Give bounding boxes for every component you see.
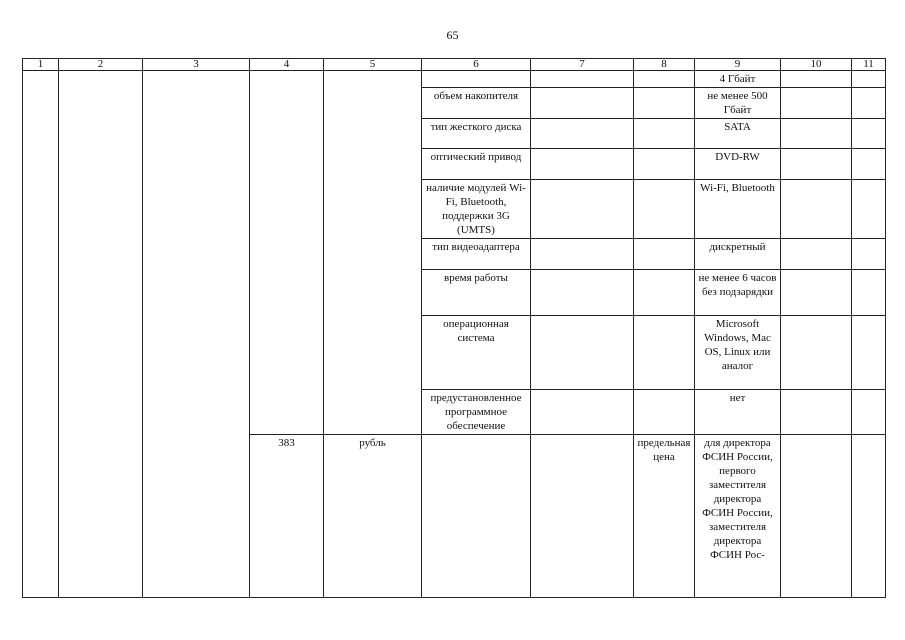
spec-table: [22, 58, 886, 598]
col-num-11: 11: [852, 59, 886, 71]
col-num-10: 10: [781, 59, 852, 71]
value-cell: не менее 500 Гбайт: [695, 88, 781, 119]
col-num-6: 6: [422, 59, 531, 71]
param-cell: предустановленное программное обеспечение: [422, 390, 531, 435]
param-cell: тип видеоадаптера: [422, 239, 531, 270]
col-num-8: 8: [634, 59, 695, 71]
table-row: [23, 71, 886, 88]
param-cell: оптический привод: [422, 149, 531, 180]
price-value-cell: для директора ФСИН России, первого заместителя директора ФСИН России, заместителя директора ФСИН Рос-: [695, 435, 781, 598]
col-num-2: 2: [59, 59, 143, 71]
param-cell: операционная система: [422, 316, 531, 390]
price-label-cell: предельная цена: [634, 435, 695, 598]
value-cell: Wi-Fi, Bluetooth: [695, 180, 781, 239]
column-number-row: [23, 59, 886, 71]
col-num-5: 5: [324, 59, 422, 71]
param-cell: тип жесткого диска: [422, 119, 531, 149]
col-num-7: 7: [531, 59, 634, 71]
param-cell: [422, 71, 531, 88]
value-cell: дискретный: [695, 239, 781, 270]
value-cell: DVD-RW: [695, 149, 781, 180]
param-cell: объем накопителя: [422, 88, 531, 119]
price-unit-cell: рубль: [324, 435, 422, 598]
col-num-4: 4: [250, 59, 324, 71]
value-cell: не менее 6 часов без подзарядки: [695, 270, 781, 316]
param-cell: наличие модулей Wi-Fi, Bluetooth, поддержки 3G (UMTS): [422, 180, 531, 239]
value-cell: SATA: [695, 119, 781, 149]
col-num-9: 9: [695, 59, 781, 71]
page-number: 65: [446, 28, 459, 42]
col-num-3: 3: [143, 59, 250, 71]
col-num-1: 1: [23, 59, 59, 71]
param-cell: время работы: [422, 270, 531, 316]
price-code-cell: 383: [250, 435, 324, 598]
value-cell: 4 Гбайт: [695, 71, 781, 88]
value-cell: нет: [695, 390, 781, 435]
value-cell: Microsoft Windows, Mac OS, Linux или аналог: [695, 316, 781, 390]
